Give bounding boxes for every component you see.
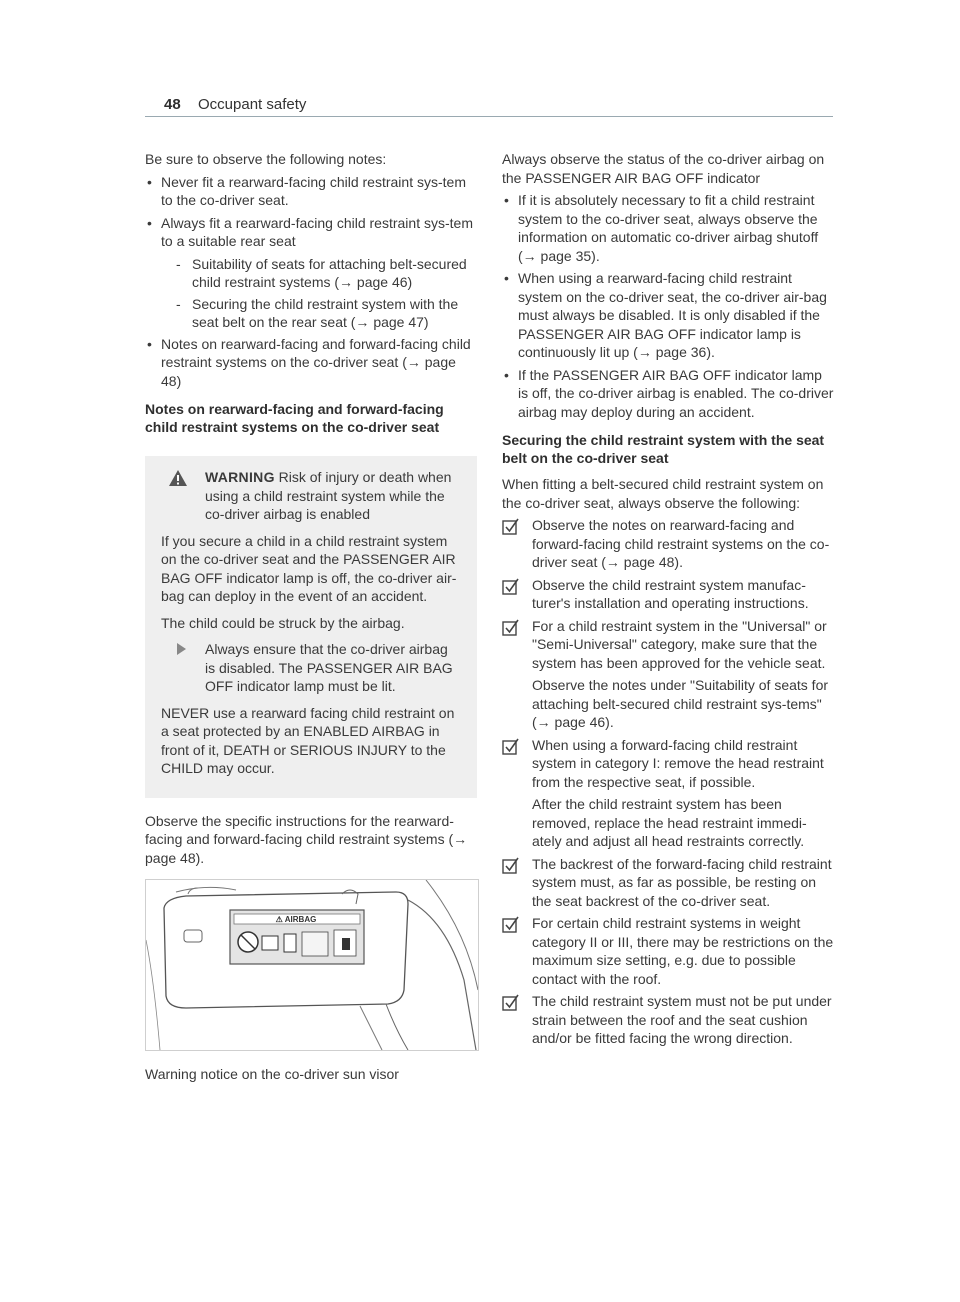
sub-list-item: - Suitability of seats for attaching belt-secured child restraint systems (→ page 46): [145, 255, 477, 292]
checkbox-checked-icon: [502, 738, 519, 755]
checklist-text: The child restraint system must not be put under strain between the roof and the seat cushion and/or be fitted facing the wrong direction.: [532, 993, 832, 1046]
intro-text: Always observe the status of the co-driver airbag on the PASSENGER AIR BAG OFF indicator: [502, 151, 825, 186]
play-arrow-icon: [177, 643, 186, 655]
list-item: • If it is absolutely necessary to fit a child restraint system to the co-driver seat, always observe the information on automatic co-driver airbag shutoff (→ page 35).: [502, 191, 834, 265]
checkbox-checked-icon: [502, 994, 519, 1011]
list-item: • Notes on rearward-facing and forward-facing child restraint systems on the co-driver seat (→ page 48): [145, 335, 477, 391]
checkbox-checked-icon: [502, 578, 519, 595]
sub-list-item: - Securing the child restraint system with the seat belt on the rear seat (→ page 47): [145, 295, 477, 332]
checklist-item: [502, 576, 834, 613]
figure-caption: Warning notice on the co-driver sun visor: [145, 1066, 399, 1082]
checklist-text: When using a forward-facing child restraint system in category I: remove the head restraint from the respective seat, if possible.: [532, 736, 824, 790]
observe-text: Observe the specific instructions for the rearward-facing and forward-facing child restraint systems (→ page 48).: [145, 812, 468, 866]
warning-box: [145, 456, 477, 798]
list-item: • Never fit a rearward-facing child restraint sys-tem to the co-driver seat.: [145, 173, 477, 210]
list-item: • Always fit a rearward-facing child restraint sys-tem to a suitable rear seat: [145, 214, 477, 251]
section-title: Occupant safety: [198, 96, 307, 113]
checklist-note: Observe the notes under "Suitability of seats for attaching belt-secured child restraint sys-tems" (→ page 46).: [532, 677, 829, 730]
warning-triangle-icon: [169, 470, 187, 486]
checklist-item: [502, 914, 834, 988]
checklist-item: [502, 736, 834, 792]
page-header: [145, 94, 833, 117]
warning-label: WARNING: [205, 469, 275, 485]
section-heading: Notes on rearward-facing and forward-facing child restraint systems on the co-driver seat: [145, 401, 444, 435]
warning-title: Risk of injury or death when using a child restraint system while the co-driver airbag is enabled: [205, 469, 452, 522]
warning-step-text: Always ensure that the co-driver airbag is disabled. The PASSENGER AIR BAG OFF indicator lamp must be lit.: [205, 641, 453, 694]
checklist-item: [502, 992, 834, 1048]
checklist-text: Observe the child restraint system manufac-turer's installation and operating instructions.: [532, 576, 809, 611]
checklist-item: [502, 617, 834, 673]
checklist-item: [502, 516, 834, 572]
checklist-text: The backrest of the forward-facing child restraint system must, as far as possible, be resting on the seat backrest of the co-driver seat.: [532, 855, 832, 909]
section-heading: Securing the child restraint system with the seat belt on the co-driver seat: [502, 432, 825, 466]
checklist-text: For a child restraint system in the "Universal" or "Semi-Universal" category, make sure that the system has been approved for the vehicle seat.: [532, 617, 827, 671]
sun-visor-figure: [145, 879, 479, 1051]
checklist-note: After the child restraint system has been removed, replace the head restraint immedi-ately and adjust all head restraints correctly.: [532, 796, 807, 849]
right-column: [502, 150, 834, 1052]
checklist-text: Observe the notes on rearward-facing and forward-facing child restraint systems on the co-driver seat (→ page 48).: [532, 517, 830, 570]
page-number: 48: [164, 96, 181, 113]
list-item: • When using a rearward-facing child restraint system on the co-driver seat, the co-driver air-bag must always be disabled. It is only disabled if the PASSENGER AIR BAG OFF indicator lamp is continuously lit up (→ page 36).: [502, 269, 834, 362]
warning-step: [161, 640, 461, 696]
lead-text: When fitting a belt-secured child restraint system on the co-driver seat, always observe the following:: [502, 476, 824, 511]
checkbox-checked-icon: [502, 857, 519, 874]
intro-text: Be sure to observe the following notes:: [145, 151, 387, 167]
checkbox-checked-icon: [502, 916, 519, 933]
warning-header: [161, 468, 461, 524]
warning-body: [161, 532, 461, 778]
warning-paragraph: If you secure a child in a child restraint system on the co-driver seat and the PASSENGER AIR BAG OFF indicator lamp is off, the co-driver air-bag can deploy in the event of an accident.: [161, 532, 457, 604]
left-column: [145, 150, 477, 1088]
airbag-label-text: ⚠ AIRBAG: [275, 915, 317, 924]
checkbox-checked-icon: [502, 619, 519, 636]
checklist-item: [502, 855, 834, 911]
warning-paragraph: NEVER use a rearward facing child restraint on a seat protected by an ENABLED AIRBAG in front of it, DEATH or SERIOUS INJURY to the CHILD may occur.: [161, 704, 455, 776]
checkbox-checked-icon: [502, 518, 519, 535]
sun-visor-illustration: [146, 880, 478, 1050]
warning-paragraph: The child could be struck by the airbag.: [161, 614, 405, 631]
list-item: • If the PASSENGER AIR BAG OFF indicator lamp is off, the co-driver airbag is enabled. The co-driver airbag may deploy during an accident.: [502, 366, 834, 422]
checklist-text: For certain child restraint systems in weight category II or III, there may be restrictions on the maximum size setting, e.g. due to possible contact with the roof.: [532, 915, 834, 987]
